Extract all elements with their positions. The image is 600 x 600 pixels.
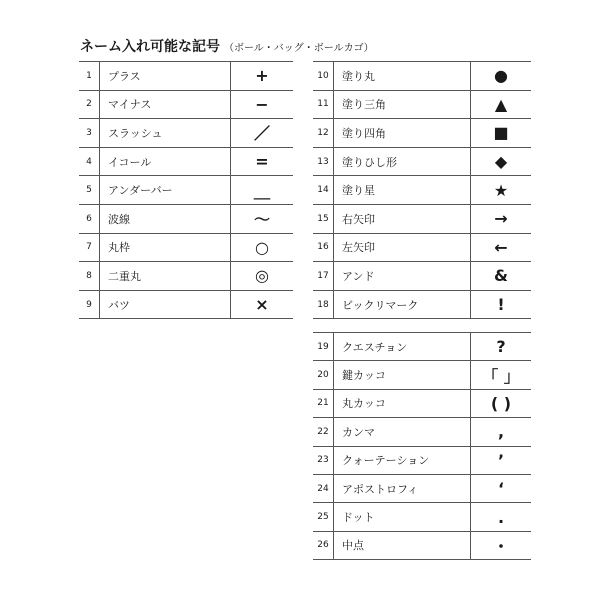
symbol-name: 丸枠 [100, 233, 231, 262]
symbol-glyph: & [471, 262, 532, 291]
table-row [313, 389, 531, 417]
symbol-table-right-lower [313, 332, 531, 560]
symbol-glyph: → [471, 204, 532, 233]
symbol-glyph: , [471, 418, 532, 446]
row-number: 11 [313, 90, 334, 119]
symbol-glyph: ＿ [231, 176, 294, 205]
symbol-name: マイナス [100, 90, 231, 119]
row-number: 5 [79, 176, 100, 205]
table-row [79, 262, 293, 291]
symbol-name: 二重丸 [100, 262, 231, 291]
row-number: 8 [79, 262, 100, 291]
row-number: 15 [313, 204, 334, 233]
symbol-glyph: ／ [231, 119, 294, 148]
symbol-glyph: × [231, 290, 294, 319]
symbol-name: クォーテーション [334, 446, 471, 474]
table-row [79, 147, 293, 176]
symbol-name: スラッシュ [100, 119, 231, 148]
symbol-name: 塗り星 [334, 176, 471, 205]
table-row [313, 119, 531, 148]
symbol-glyph: ← [471, 233, 532, 262]
row-number: 24 [313, 474, 334, 502]
row-number: 23 [313, 446, 334, 474]
row-number: 6 [79, 204, 100, 233]
table-row [313, 290, 531, 319]
table-row [79, 233, 293, 262]
table-row [313, 361, 531, 389]
symbol-name: 塗りひし形 [334, 147, 471, 176]
symbol-name: 右矢印 [334, 204, 471, 233]
row-number: 22 [313, 418, 334, 446]
symbol-name: 塗り丸 [334, 62, 471, 91]
symbol-name: バツ [100, 290, 231, 319]
symbol-glyph: ‘ [471, 474, 532, 502]
symbol-table-right [313, 61, 531, 319]
row-number: 16 [313, 233, 334, 262]
row-number: 13 [313, 147, 334, 176]
symbol-name: カンマ [334, 418, 471, 446]
symbol-name: アポストロフィ [334, 474, 471, 502]
table-row [313, 333, 531, 361]
symbol-glyph: ’ [471, 446, 532, 474]
table-row [313, 262, 531, 291]
table-row [313, 503, 531, 531]
table-row [79, 90, 293, 119]
row-number: 25 [313, 503, 334, 531]
symbol-name: アンダーバー [100, 176, 231, 205]
table-row [79, 290, 293, 319]
row-number: 26 [313, 531, 334, 559]
symbol-glyph: . [471, 503, 532, 531]
symbol-glyph: ? [471, 333, 532, 361]
symbol-name: 塗り三角 [334, 90, 471, 119]
symbol-glyph: ◎ [231, 262, 294, 291]
symbol-name: 左矢印 [334, 233, 471, 262]
row-number: 19 [313, 333, 334, 361]
symbol-name: プラス [100, 62, 231, 91]
symbol-glyph: ○ [231, 233, 294, 262]
table-row [313, 446, 531, 474]
symbol-name: 中点 [334, 531, 471, 559]
row-number: 17 [313, 262, 334, 291]
symbol-glyph: ● [471, 62, 532, 91]
row-number: 9 [79, 290, 100, 319]
symbol-glyph: ◆ [471, 147, 532, 176]
symbol-glyph: ■ [471, 119, 532, 148]
row-number: 2 [79, 90, 100, 119]
row-number: 7 [79, 233, 100, 262]
table-row [313, 62, 531, 91]
row-number: 12 [313, 119, 334, 148]
symbol-name: クエスチョン [334, 333, 471, 361]
row-number: 1 [79, 62, 100, 91]
row-number: 18 [313, 290, 334, 319]
table-row [313, 233, 531, 262]
symbol-glyph: 〜 [231, 204, 294, 233]
row-number: 20 [313, 361, 334, 389]
symbol-glyph: − [231, 90, 294, 119]
table-row [313, 204, 531, 233]
table-row [313, 531, 531, 559]
table-row [313, 176, 531, 205]
table-row [79, 62, 293, 91]
table-row [79, 204, 293, 233]
table-row [313, 90, 531, 119]
symbol-glyph: ・ [471, 531, 532, 559]
symbol-table-left [79, 61, 293, 319]
symbol-glyph: ( ) [471, 389, 532, 417]
row-number: 14 [313, 176, 334, 205]
table-row [313, 474, 531, 502]
symbol-glyph: 「 」 [471, 361, 532, 389]
title-main: ネーム入れ可能な記号 [80, 39, 220, 55]
table-row [313, 147, 531, 176]
symbol-glyph: ▲ [471, 90, 532, 119]
symbol-name: ビックリマーク [334, 290, 471, 319]
title-sub: （ボール・バッグ・ボールカゴ） [224, 43, 374, 54]
symbol-name: ドット [334, 503, 471, 531]
symbol-name: 波線 [100, 204, 231, 233]
symbol-name: 丸カッコ [334, 389, 471, 417]
page-title [80, 36, 374, 56]
table-row [79, 176, 293, 205]
table-row [79, 119, 293, 148]
symbol-glyph: + [231, 62, 294, 91]
row-number: 3 [79, 119, 100, 148]
row-number: 4 [79, 147, 100, 176]
row-number: 10 [313, 62, 334, 91]
symbol-name: アンド [334, 262, 471, 291]
symbol-glyph: = [231, 147, 294, 176]
row-number: 21 [313, 389, 334, 417]
symbol-glyph: ! [471, 290, 532, 319]
symbol-glyph: ★ [471, 176, 532, 205]
symbol-name: 塗り四角 [334, 119, 471, 148]
symbol-name: 鍵カッコ [334, 361, 471, 389]
table-row [313, 418, 531, 446]
symbol-name: イコール [100, 147, 231, 176]
